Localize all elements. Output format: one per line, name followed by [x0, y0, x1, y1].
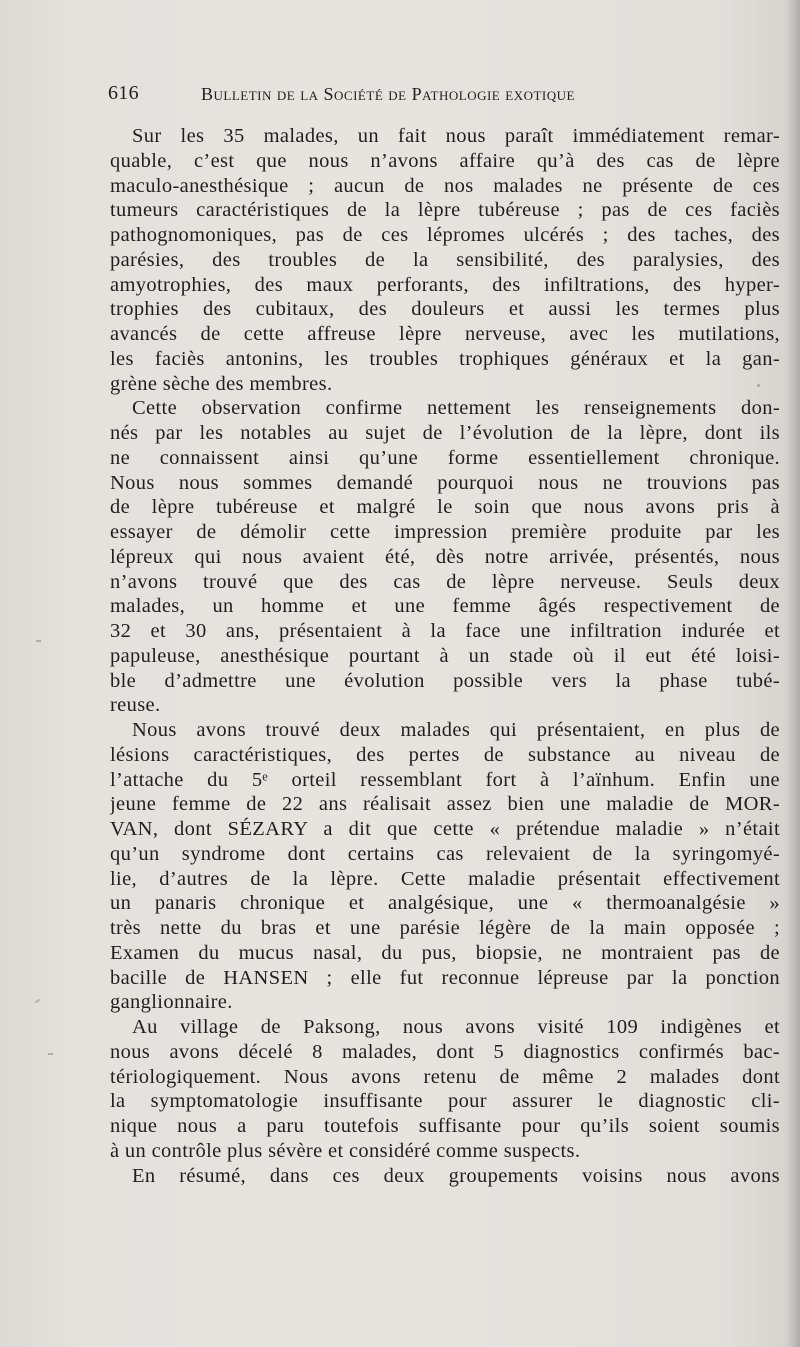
text-line: à un contrôle plus sévère et considéré comme suspects.	[110, 1139, 581, 1162]
text-line: reuse.	[110, 694, 161, 717]
text-line: Cette observation confirme nettement les renseignements don-	[132, 397, 780, 420]
text-line: En résumé, dans ces deux groupements voisins nous avons	[132, 1164, 780, 1187]
text-line: un panaris chronique et analgésique, une « thermoanalgésie »	[110, 892, 780, 915]
text-line: maculo-anesthésique ; aucun de nos malades ne présente de ces	[110, 174, 780, 197]
running-title: Bulletin de la Société de Pathologie exotique	[201, 84, 575, 104]
text-line: 32 et 30 ans, présentaient à la face une infiltration indurée et	[110, 620, 780, 642]
text-line: jeune femme de 22 ans réalisait assez bien une maladie de MOR-	[110, 793, 780, 816]
text-line: trophies des cubitaux, des douleurs et aussi les termes plus	[110, 298, 780, 321]
text-line: lésions caractéristiques, des pertes de substance au niveau de	[110, 743, 780, 766]
page-header	[108, 82, 678, 112]
text-line: Sur les 35 malades, un fait nous paraît immédiatement remar-	[132, 125, 780, 147]
text-line: nés par les notables au sujet de l’évolution de la lèpre, dont ils	[110, 422, 780, 444]
text-line: tumeurs caractéristiques de la lèpre tubéreuse ; pas de ces faciès	[110, 199, 780, 222]
text-line: Nous avons trouvé deux malades qui présentaient, en plus de	[132, 719, 780, 741]
body-text	[110, 124, 780, 1188]
text-line: la symptomatologie insuffisante pour assurer le diagnostic cli-	[110, 1090, 780, 1113]
text-line: Au village de Paksong, nous avons visité 109 indigènes et	[132, 1016, 780, 1038]
paper-speck	[48, 1053, 53, 1055]
page-edge-shadow	[786, 0, 800, 1347]
text-line: n’avons trouvé que des cas de lèpre nerveuse. Seuls deux	[110, 570, 780, 593]
text-line: pathognomoniques, pas de ces lépromes ulcérés ; des taches, des	[110, 224, 780, 246]
text-line: les faciès antonins, les troubles trophiques généraux et la gan-	[110, 347, 780, 370]
text-line: parésies, des troubles de la sensibilité, des paralysies, des	[110, 248, 780, 271]
text-line: lépreux qui nous avaient été, dès notre arrivée, présentés, nous	[110, 545, 780, 568]
text-line: papuleuse, anesthésique pourtant à un stade où il eut été loisi-	[110, 644, 780, 667]
text-line: VAN, dont SÉZARY a dit que cette « prétendue maladie » n’était	[110, 818, 780, 840]
page-number: 616	[108, 82, 139, 104]
text-line: avancés de cette affreuse lèpre nerveuse, avec les mutilations,	[110, 323, 780, 345]
text-line: ble d’admettre une évolution possible vers la phase tubé-	[110, 669, 780, 692]
text-line: nous avons décelé 8 malades, dont 5 diagnostics confirmés bac-	[110, 1040, 780, 1063]
text-line: ne connaissent ainsi qu’une forme essentiellement chronique.	[110, 446, 780, 469]
text-line: tériologiquement. Nous avons retenu de même 2 malades dont	[110, 1065, 780, 1088]
text-line: de lèpre tubéreuse et malgré le soin que nous avons pris à	[110, 496, 780, 519]
text-line: qu’un syndrome dont certains cas relevaient de la syringomyé-	[110, 842, 780, 865]
text-line: Examen du mucus nasal, du pus, biopsie, ne montraient pas de	[110, 941, 780, 964]
text-line: amyotrophies, des maux perforants, des infiltrations, des hyper-	[110, 273, 780, 296]
text-line: très nette du bras et une parésie légère de la main opposée ;	[110, 917, 780, 939]
text-line: malades, un homme et une femme âgés respectivement de	[110, 595, 780, 618]
text-line: l’attache du 5ᵉ orteil ressemblant fort à l’aïnhum. Enfin une	[110, 768, 780, 791]
text-line: quable, c’est que nous n’avons affaire qu’à des cas de lèpre	[110, 149, 780, 172]
paper-speck	[35, 999, 40, 1004]
paper-speck	[757, 384, 760, 387]
text-line: Nous nous sommes demandé pourquoi nous ne trouvions pas	[110, 471, 780, 494]
paper-speck	[36, 640, 41, 642]
text-line: bacille de HANSEN ; elle fut reconnue lépreuse par la ponction	[110, 966, 780, 989]
text-line: essayer de démolir cette impression première produite par les	[110, 521, 780, 543]
text-line: nique nous a paru toutefois suffisante pour qu’ils soient soumis	[110, 1115, 780, 1137]
text-line: grène sèche des membres.	[110, 372, 333, 395]
text-line: lie, d’autres de la lèpre. Cette maladie présentait effectivement	[110, 867, 780, 890]
text-line: ganglionnaire.	[110, 991, 233, 1014]
